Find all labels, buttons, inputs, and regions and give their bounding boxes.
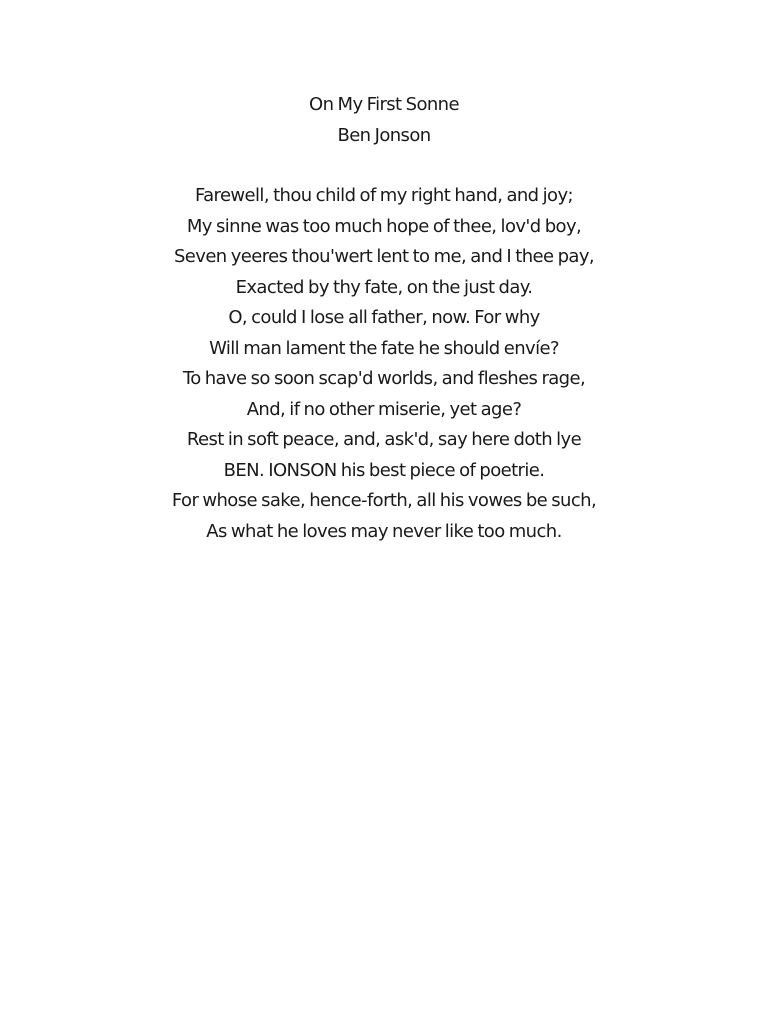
poem-line-10: BEN. IONSON his best piece of poetrie. [223,459,545,481]
poem-block [0,90,768,547]
poem-line-6: Will man lament the fate he should envíe? [209,337,559,359]
poem-line-1: Farewell, thou child of my right hand, and joy; [195,185,573,206]
poem-line-4: Exacted by thy fate, on the just day. [235,276,533,298]
poem-line-12: As what he loves may never like too much. [206,520,562,542]
poem-line-11: For whose sake, hence-forth, all his vowes be such, [171,490,597,511]
poem-title: On My First Sonne [309,94,459,115]
poem-line-9: Rest in soft peace, and, ask'd, say here doth lye [186,429,582,450]
poem-line-5: O, could I lose all father, now. For why [228,307,540,328]
poem-line-2: My sinne was too much hope of thee, lov'd boy, [186,215,582,237]
poem-line-3: Seven yeeres thou'wert lent to me, and I thee pay, [173,246,595,267]
stanza-gap [0,151,768,181]
poem-author: Ben Jonson [337,124,431,146]
poem-line-8: And, if no other miserie, yet age? [246,398,522,420]
poem-line-7: To have so soon scap'd worlds, and fleshes rage, [182,368,586,389]
